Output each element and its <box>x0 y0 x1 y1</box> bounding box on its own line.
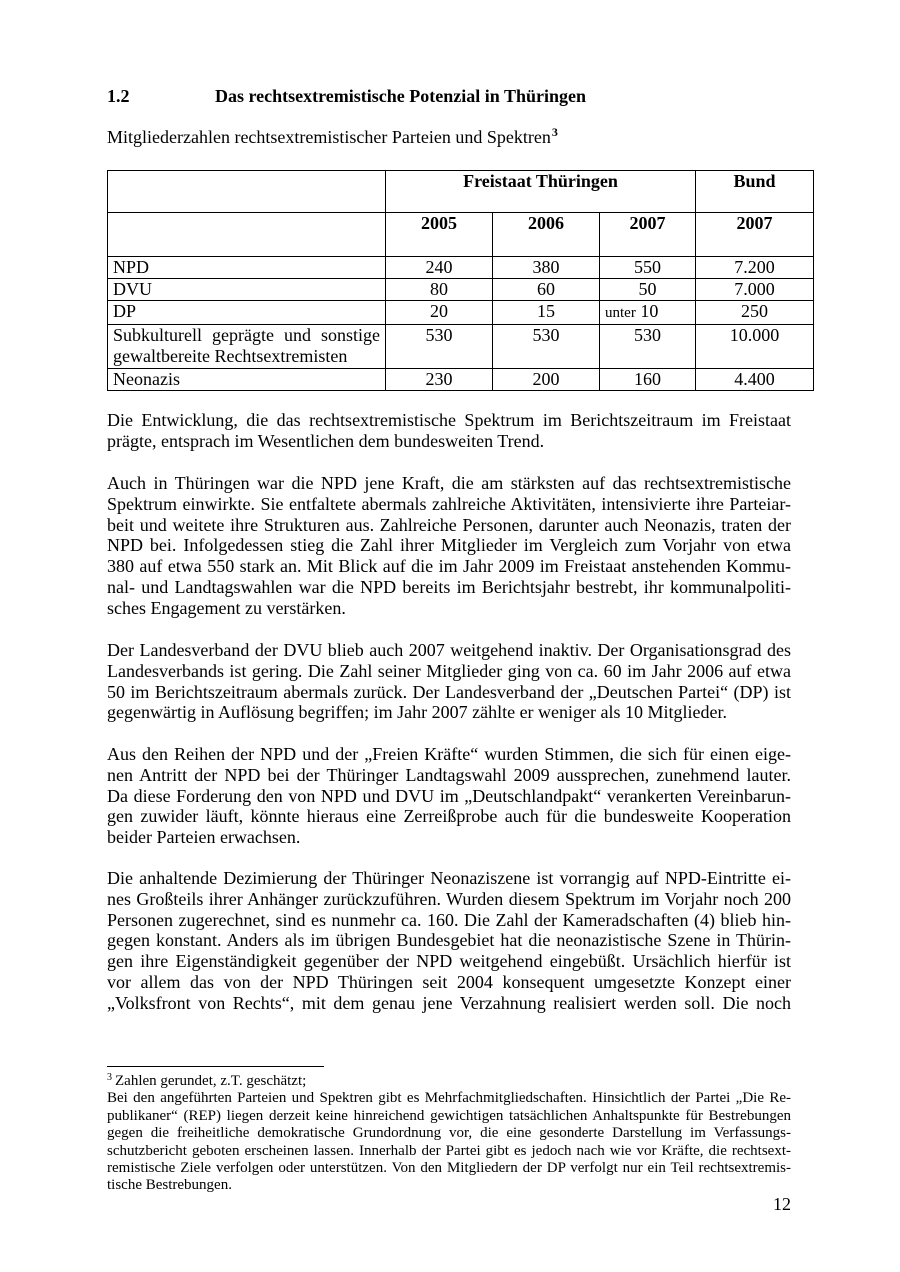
paragraph-line: NPD bei. Infolgedessen stieg die Zahl ihrer Mitglieder im Vergleich zum Vorjahr von etwa <box>107 535 791 556</box>
footnote-line: gegen die freiheitliche demokratische Grundordnung vor, die eine gesonderte Darstellung im Verfassungs- <box>107 1125 791 1142</box>
footnote-text: Zahlen gerundet, z.T. geschätzt; <box>115 1073 307 1089</box>
paragraph-5 <box>107 868 791 1014</box>
paragraph-line: Landesverbands ist gering. Die Zahl seiner Mitglieder ging von ca. 60 im Jahr 2006 auf etwa <box>107 660 791 681</box>
table-cell: 10.000 <box>696 324 814 368</box>
value-qualifier: unter <box>605 305 636 321</box>
table-cell: 7.200 <box>696 257 814 279</box>
table-cell: 530 <box>386 324 493 368</box>
table-year-row <box>108 213 814 257</box>
footnote-reference: 3 <box>551 125 558 139</box>
paragraph-line: nen Antritt der NPD bei der Thüringer Landtagswahl 2009 aussprechen, zunehmend lauter. <box>107 764 791 785</box>
page-number: 12 <box>773 1194 791 1214</box>
paragraph-line: Da diese Forderung den von NPD und DVU im „Deutschlandpakt“ verankerten Vereinbarun- <box>107 785 791 806</box>
paragraph-2 <box>107 473 791 619</box>
footnote-line: tische Bestrebungen. <box>107 1177 232 1194</box>
paragraph-3 <box>107 640 791 723</box>
table-cell: 15 <box>493 301 600 325</box>
table-cell <box>600 301 696 325</box>
paragraph-line: Aus den Reihen der NPD und der „Freien Kräfte“ wurden Stimmen, die sich für einen eige- <box>107 744 791 764</box>
paragraph-line: 380 auf etwa 550 stark an. Mit Blick auf die im Jahr 2009 im Freistaat anstehenden Kommu- <box>107 556 791 577</box>
paragraph-line: nes Großteils ihrer Anhänger zurückzuführen. Wurden diesem Spektrum im Vorjahr noch 200 <box>107 888 791 909</box>
table-cell: 230 <box>386 368 493 390</box>
table-row-npd <box>108 257 814 279</box>
footnote-line: schutzbericht geboten erscheinen lassen. Innerhalb der Partei gibt es jedoch nach wie vor Kräfte, die rechtsext- <box>107 1142 791 1159</box>
paragraph-line: gegenwärtig in Auflösung begriffen; im Jahr 2007 zählte er weniger als 10 Mitglieder. <box>107 702 728 723</box>
table-cell: 50 <box>600 279 696 301</box>
table-cell: 160 <box>600 368 696 390</box>
header-freistaat-thueringen: Freistaat Thüringen <box>386 171 696 213</box>
footnote-line <box>107 1073 791 1090</box>
header-year-2007-bund: 2007 <box>696 213 814 257</box>
section-title: Das rechtsextremistische Potenzial in Thüringen <box>215 86 586 106</box>
table-cell: 60 <box>493 279 600 301</box>
table-cell: 80 <box>386 279 493 301</box>
paragraph-line: Die anhaltende Dezimierung der Thüringer Neonaziszene ist vorrangig auf NPD-Eintritte ei- <box>107 868 791 888</box>
row-label: DP <box>108 301 386 325</box>
row-label: Neonazis <box>108 368 386 390</box>
table-row-subkulturell <box>108 324 814 368</box>
paragraph-line: Der Landesverband der DVU blieb auch 2007 weitgehend inaktiv. Der Organisationsgrad des <box>107 640 791 660</box>
paragraph-line: nal- und Landtagswahlen war die NPD bereits im Berichtsjahr bestrebt, ihr kommunalpoliti- <box>107 576 791 597</box>
paragraph-4 <box>107 744 791 848</box>
header-year-2006: 2006 <box>493 213 600 257</box>
footnote <box>107 1073 791 1195</box>
row-label: NPD <box>108 257 386 279</box>
table-row-dvu <box>108 279 814 301</box>
table-corner-cell <box>108 171 386 213</box>
paragraph-line: vor allem das von der NPD Thüringen seit 2004 konsequent umgesetzte Konzept einer <box>107 971 791 992</box>
table-cell: 530 <box>493 324 600 368</box>
section-number: 1.2 <box>107 86 130 106</box>
footnote-marker: 3 <box>107 1072 112 1083</box>
paragraph-line: prägte, entsprach im Wesentlichen dem bundesweiten Trend. <box>107 430 545 451</box>
table-corner-cell <box>108 213 386 257</box>
section-heading <box>107 86 791 107</box>
table-row-dp <box>108 301 814 325</box>
table-caption <box>107 127 558 148</box>
header-year-2005: 2005 <box>386 213 493 257</box>
table-cell: 380 <box>493 257 600 279</box>
paragraph-line: „Volksfront von Rechts“, mit dem genau jene Verzahnung realisiert werden soll. Die noch <box>107 992 791 1013</box>
paragraph-line: Spektrum einwirkte. Sie entfaltete abermals zahlreiche Aktivitäten, intensivierte ihre Parteiar- <box>107 493 791 514</box>
footnote-line: Bei den angeführten Parteien und Spektren gibt es Mehrfachmitgliedschaften. Hinsichtlich der Partei „Die Re- <box>107 1090 791 1107</box>
paragraph-1 <box>107 410 791 452</box>
table-cell: 250 <box>696 301 814 325</box>
row-label-line: gewaltbereite Rechtsextremisten <box>113 345 348 366</box>
footnote-line: remistische Ziele verfolgen oder unterstützen. Von den Mitgliedern der DP verfolgt nur ein Teil rechtsextremis- <box>107 1159 791 1176</box>
footnote-line: publikaner“ (REP) liegen derzeit keine hinreichend gewichtigen tatsächlichen Anhaltspunkte für Bestrebungen <box>107 1107 791 1124</box>
paragraph-line: sches Engagement zu verstärken. <box>107 597 346 618</box>
membership-table <box>107 170 814 391</box>
table-cell: 200 <box>493 368 600 390</box>
paragraph-line: beider Parteien erwachsen. <box>107 827 301 848</box>
paragraph-line: Personen zugerechnet, sind es nunmehr ca. 160. Die Zahl der Kameradschaften (4) blieb hin- <box>107 909 791 930</box>
paragraph-line: Die Entwicklung, die das rechtsextremistische Spektrum im Berichtszeitraum im Freistaat <box>107 410 791 430</box>
table-caption-text: Mitgliederzahlen rechtsextremistischer Parteien und Spektren <box>107 127 551 147</box>
paragraph-line: gen ihre Eigenständigkeit gegenüber der NPD weitgehend eingebüßt. Ursächlich hierfür ist <box>107 951 791 972</box>
table-cell: 20 <box>386 301 493 325</box>
row-label: DVU <box>108 279 386 301</box>
row-label-line: Subkulturell geprägte und sonstige <box>113 324 380 345</box>
table-cell: 7.000 <box>696 279 814 301</box>
paragraph-line: gegen konstant. Anders als im übrigen Bundesgebiet hat die neonazistische Szene in Thürin- <box>107 930 791 951</box>
paragraph-line: Auch in Thüringen war die NPD jene Kraft, die am stärksten auf das rechtsextremistische <box>107 473 791 493</box>
table-header-row <box>108 171 814 213</box>
header-bund: Bund <box>696 171 814 213</box>
cell-value: 10 <box>640 301 659 321</box>
header-year-2007: 2007 <box>600 213 696 257</box>
footnote-separator <box>107 1066 324 1067</box>
table-cell: 4.400 <box>696 368 814 390</box>
paragraph-line: 50 im Berichtszeitraum abermals zurück. Der Landesverband der „Deutschen Partei“ (DP) ist <box>107 681 791 702</box>
row-label <box>108 324 386 368</box>
table-cell: 530 <box>600 324 696 368</box>
table-row-neonazis <box>108 368 814 390</box>
paragraph-line: gen zuwider läuft, könnte hieraus eine Zerreißprobe auch für die bundesweite Kooperation <box>107 806 791 827</box>
table-cell: 550 <box>600 257 696 279</box>
table-cell: 240 <box>386 257 493 279</box>
paragraph-line: beit und weitete ihre Strukturen aus. Zahlreiche Personen, darunter auch Neonazis, traten der <box>107 514 791 535</box>
